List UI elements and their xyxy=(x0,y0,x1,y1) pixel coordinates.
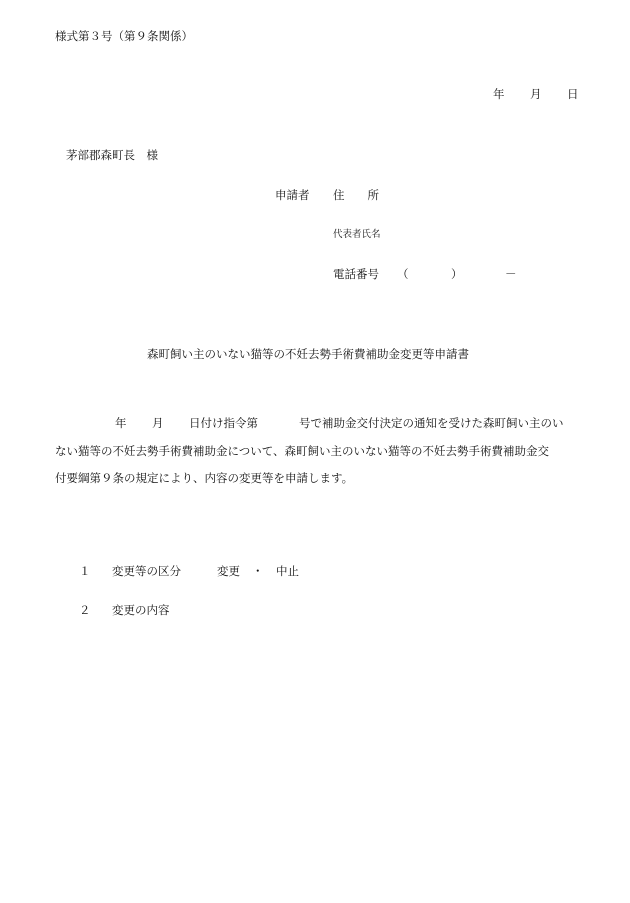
option-separator: ・ xyxy=(252,564,264,578)
item-label: 変更の内容 xyxy=(112,603,170,617)
date-month: 月 xyxy=(530,87,542,101)
phone-close-paren: ） xyxy=(451,267,463,281)
addressee: 茅部郡森町長 様 xyxy=(66,148,158,162)
phone-open-paren: （ xyxy=(397,267,409,281)
form-number: 様式第３号（第９条関係） xyxy=(55,29,193,43)
body-year: 年 xyxy=(115,416,127,430)
body-date-suffix: 日付け指令第 xyxy=(189,416,258,430)
phone-label: 電話番号 xyxy=(333,267,379,281)
item-label: 変更等の区分 xyxy=(112,564,181,578)
body-line-1-rest: 号で補助金交付決定の通知を受けた森町飼い主のい xyxy=(299,416,564,430)
representative-label: 代表者氏名 xyxy=(333,229,381,240)
address-label: 住 所 xyxy=(333,188,379,202)
body-month: 月 xyxy=(152,416,164,430)
phone-dash: － xyxy=(505,267,517,281)
applicant-label: 申請者 xyxy=(275,188,310,202)
option-cancel: 中止 xyxy=(276,564,299,578)
body-line-2: ない猫等の不妊去勢手術費補助金について、森町飼い主のいない猫等の不妊去勢手術費補助金交 xyxy=(55,444,550,458)
option-change: 変更 xyxy=(217,564,240,578)
date-year: 年 xyxy=(493,87,505,101)
item-number: １ xyxy=(79,564,91,578)
document-title: 森町飼い主のいない猫等の不妊去勢手術費補助金変更等申請書 xyxy=(147,347,469,361)
date-day: 日 xyxy=(567,87,579,101)
item-number: ２ xyxy=(79,603,91,617)
body-line-3: 付要綱第９条の規定により、内容の変更等を申請します。 xyxy=(55,471,354,485)
